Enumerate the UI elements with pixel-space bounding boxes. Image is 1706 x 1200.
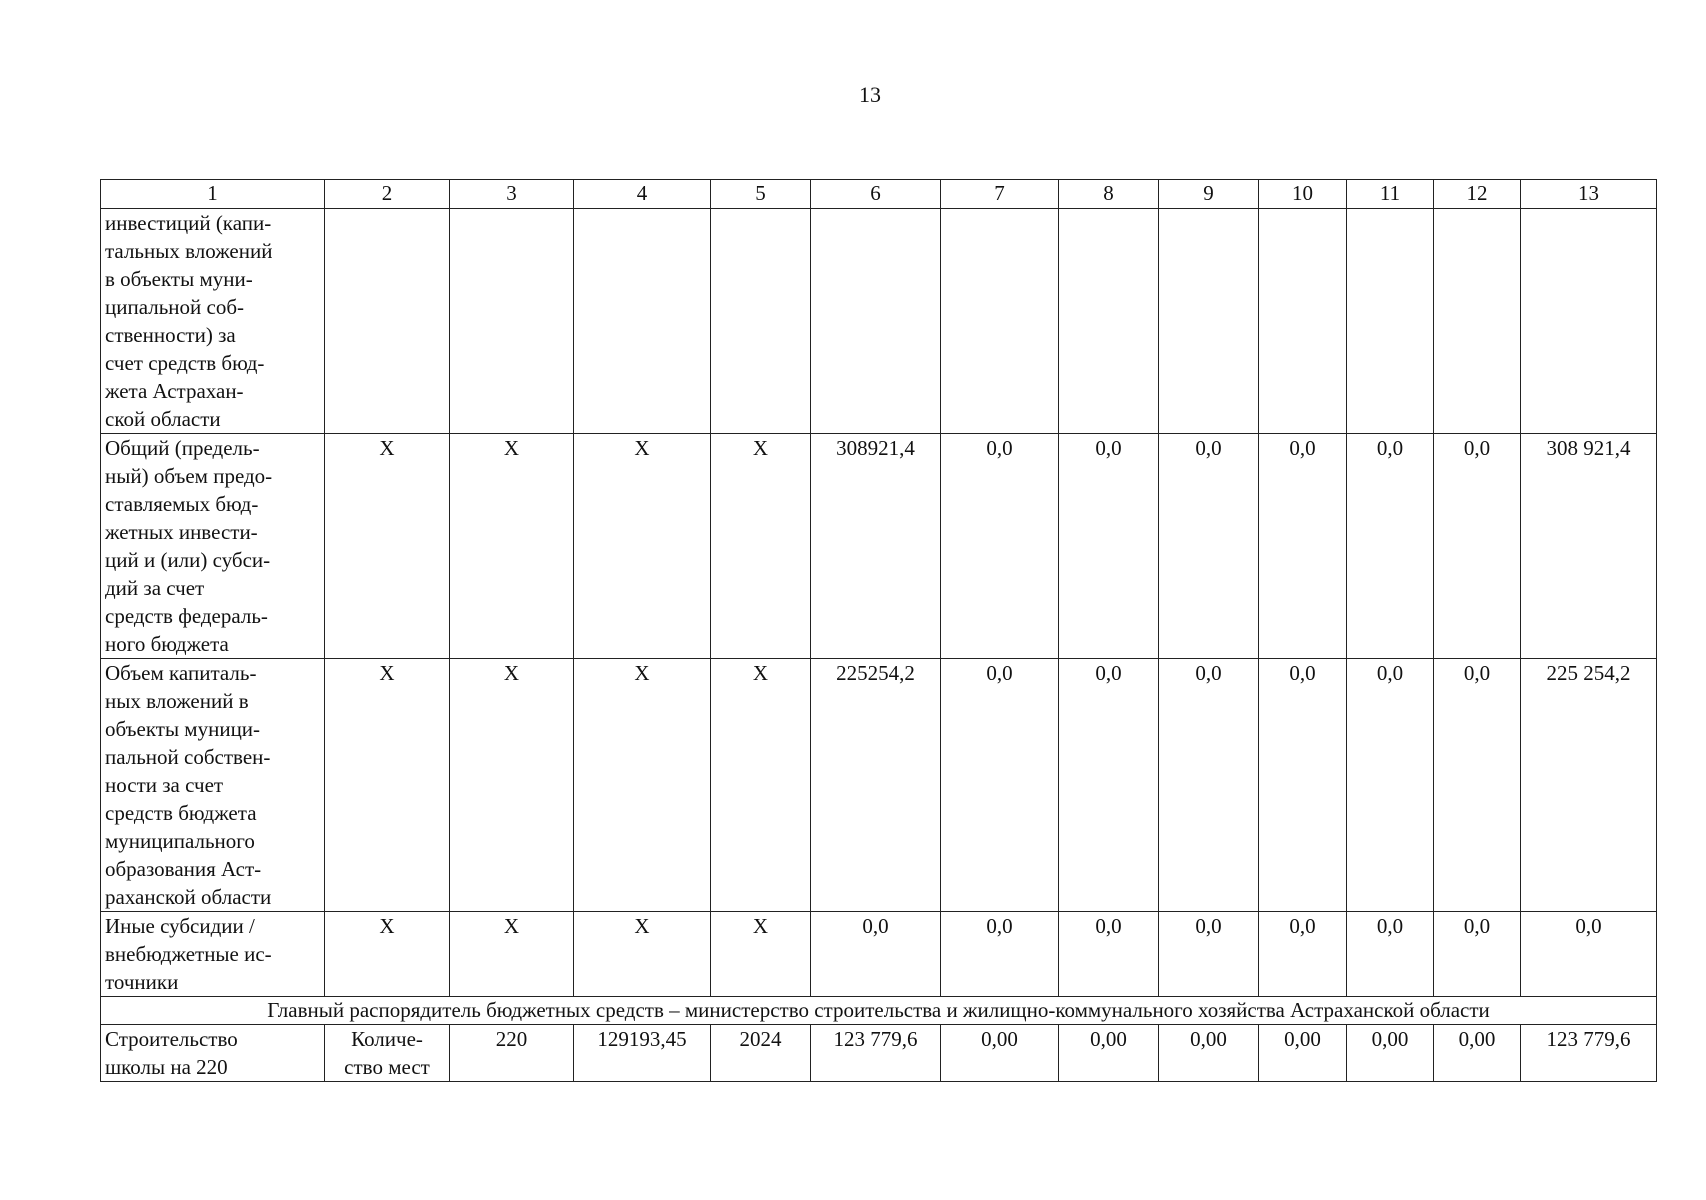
table-cell: 0,0 [1434,912,1521,997]
table-cell: 0,0 [1159,434,1259,659]
table-cell: 220 [450,1025,574,1082]
column-header: 7 [941,180,1059,209]
table-cell: 2024 [711,1025,811,1082]
table-cell: 0,00 [1434,1025,1521,1082]
table-cell: 0,0 [1159,912,1259,997]
table-cell: 225 254,2 [1521,659,1657,912]
table-cell: Х [574,434,711,659]
table-cell: 0,0 [1434,659,1521,912]
table-cell: 0,0 [1059,434,1159,659]
table-cell [1159,209,1259,434]
table-cell: 0,0 [1347,434,1434,659]
table-cell: Х [450,912,574,997]
column-header: 1 [101,180,325,209]
table-cell: Х [325,912,450,997]
table-cell: 0,0 [1159,659,1259,912]
table-cell: 129193,45 [574,1025,711,1082]
table-cell: Х [450,434,574,659]
table-cell [450,209,574,434]
table-cell: 225254,2 [811,659,941,912]
column-header: 2 [325,180,450,209]
column-header: 12 [1434,180,1521,209]
table-cell: 0,00 [1159,1025,1259,1082]
table-cell [574,209,711,434]
table-cell: 0,0 [941,659,1059,912]
table-cell: 123 779,6 [811,1025,941,1082]
table-cell [1521,209,1657,434]
budget-table [100,179,1657,1082]
table-header-row [101,180,1657,209]
column-header: 13 [1521,180,1657,209]
table-cell: 0,0 [1521,912,1657,997]
table-cell: Х [574,912,711,997]
column-header: 9 [1159,180,1259,209]
table-cell: 0,00 [1259,1025,1347,1082]
table-cell: 0,00 [941,1025,1059,1082]
table-cell [1347,209,1434,434]
table-row [101,1025,1657,1082]
table-cell [325,209,450,434]
column-header: 6 [811,180,941,209]
table-cell: 0,0 [1259,912,1347,997]
table-cell: 308921,4 [811,434,941,659]
table-cell: 0,0 [811,912,941,997]
table-cell: 0,0 [1059,659,1159,912]
table-row [101,209,1657,434]
column-header: 4 [574,180,711,209]
table-row [101,434,1657,659]
table-cell: 0,0 [941,912,1059,997]
column-header: 11 [1347,180,1434,209]
table-cell: Х [574,659,711,912]
table-row [101,659,1657,912]
column-header: 8 [1059,180,1159,209]
column-header: 5 [711,180,811,209]
page-number: 13 [859,82,881,107]
table-cell: Х [450,659,574,912]
table-cell: 123 779,6 [1521,1025,1657,1082]
table-cell: Х [711,912,811,997]
table-cell: 0,0 [1347,912,1434,997]
table-cell: 0,0 [941,434,1059,659]
row-label: Объем капиталь- ных вложений в объекты муници- пальной собствен- ности за счет средств бюджета муниципального образования Аст- раханской области [101,659,325,912]
table-cell: 0,0 [1259,434,1347,659]
row-label: Строительство школы на 220 [101,1025,325,1082]
row-label: Общий (предель- ный) объем предо- ставляемых бюд- жетных инвести- ций и (или) субси- дий за счет средств федераль- ного бюджета [101,434,325,659]
table-cell: Х [325,434,450,659]
section-heading: Главный распорядитель бюджетных средств – министерство строительства и жилищно-коммунального хозяйства Астраханской области [101,997,1657,1025]
table-cell [711,209,811,434]
table-cell: Количе- ство мест [325,1025,450,1082]
section-row [101,997,1657,1025]
table-cell [1434,209,1521,434]
table-cell: 0,00 [1347,1025,1434,1082]
table-cell: Х [325,659,450,912]
table-cell: 0,0 [1347,659,1434,912]
table-cell: 0,0 [1434,434,1521,659]
table-cell: 0,00 [1059,1025,1159,1082]
table-cell: 0,0 [1259,659,1347,912]
table-cell [1259,209,1347,434]
column-header: 3 [450,180,574,209]
table-row [101,912,1657,997]
table-cell: Х [711,434,811,659]
column-header: 10 [1259,180,1347,209]
table-cell [941,209,1059,434]
table-cell: Х [711,659,811,912]
row-label: инвестиций (капи- тальных вложений в объекты муни- ципальной соб- ственности) за счет средств бюд- жета Астрахан- ской области [101,209,325,434]
row-label: Иные субсидии / внебюджетные ис- точники [101,912,325,997]
table-cell [1059,209,1159,434]
table-cell: 0,0 [1059,912,1159,997]
table-cell: 308 921,4 [1521,434,1657,659]
table-cell [811,209,941,434]
